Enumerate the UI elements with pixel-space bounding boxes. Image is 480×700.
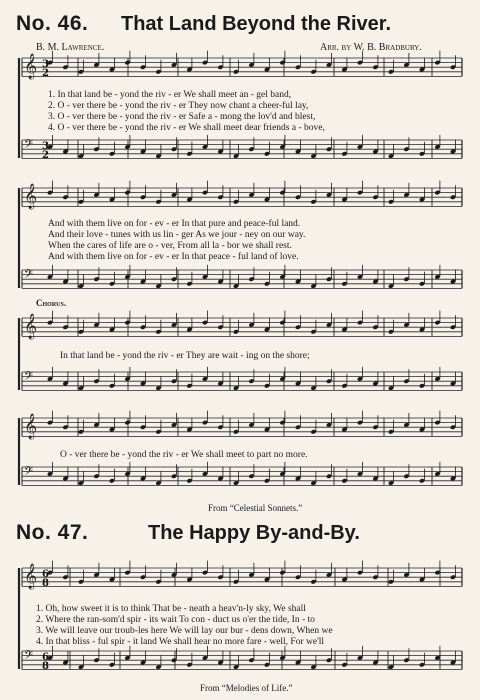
arranger-credit: Arr. by W. B. Bradbury. (320, 42, 422, 53)
verse-line: 2. O - ver there be - yond the riv - er They now chant a cheer-ful lay, (48, 101, 309, 111)
treble-clef-icon: 𝄞 (24, 414, 38, 439)
treble-clef-icon: 𝄞 (24, 314, 38, 339)
bass-clef-icon: 𝄢 (24, 370, 34, 386)
time-signature: 8 (42, 661, 49, 672)
verse-line: 3. O - ver there be - yond the riv - er Safe a - mong the lov'd and blest, (48, 112, 316, 122)
verse-line: And with them live on for - ev - er In that pure and peace-ful land. (48, 219, 301, 229)
verse-line: 3. We will leave our troub-les here We will lay our bur - dens down, When we (36, 626, 333, 636)
source-credit: From “Melodies of Life.” (200, 683, 293, 693)
author-credit: B. M. Lawrence. (36, 42, 105, 53)
bass-clef-icon: 𝄢 (24, 649, 34, 665)
verse-line: 1. In that land be - yond the riv - er We shall meet an - gel band, (48, 90, 292, 100)
time-signature: 3 (42, 141, 49, 152)
time-signature: 8 (42, 578, 49, 589)
treble-clef-icon: 𝄞 (24, 184, 38, 209)
treble-clef-icon: 𝄞 (24, 564, 38, 589)
verse-line: And with them live on for - ev - er In that peace - ful land of love. (48, 252, 299, 262)
verse-line: 2. Where the ran-som'd spir - its wait To con - duct us o'er the tide, In - to (36, 615, 315, 625)
bass-clef-icon: 𝄢 (24, 465, 34, 481)
verse-line: 4. In that bliss - ful spir - it land We shall hear no more fare - well, For we'll (36, 637, 325, 647)
treble-clef-icon: 𝄞 (24, 54, 38, 79)
verse-line: And their love - tunes with us lin - ger As we jour - ney on our way. (48, 230, 306, 240)
hymn-number: No. 46. (16, 12, 89, 35)
time-signature: 2 (42, 68, 49, 79)
hymn-number: No. 47. (16, 521, 89, 544)
verse-line: When the cares of life are o - ver, From all la - bor we shall rest. (48, 241, 292, 251)
hymn-title: That Land Beyond the River. (121, 13, 392, 35)
time-signature: 3 (42, 59, 49, 70)
chorus-label: Chorus. (36, 298, 67, 308)
source-credit: From “Celestial Sonnets.” (208, 503, 303, 513)
verse-line: 4. O - ver there be - yond the riv - er We shall meet dear friends a - bove, (48, 123, 325, 133)
verse-line: 1. Oh, how sweet it is to think That be - neath a heav'n-ly sky, We shall (36, 604, 306, 614)
hymn-title: The Happy By-and-By. (148, 522, 360, 544)
bass-clef-icon: 𝄢 (24, 268, 34, 284)
time-signature: 6 (42, 652, 49, 663)
time-signature: 2 (42, 150, 49, 161)
time-signature: 6 (42, 569, 49, 580)
chorus-line: O - ver there be - yond the riv - er We shall meet to part no more. (60, 450, 308, 460)
chorus-line: In that land be - yond the riv - er They are wait - ing on the shore; (60, 351, 310, 361)
bass-clef-icon: 𝄢 (24, 138, 34, 154)
